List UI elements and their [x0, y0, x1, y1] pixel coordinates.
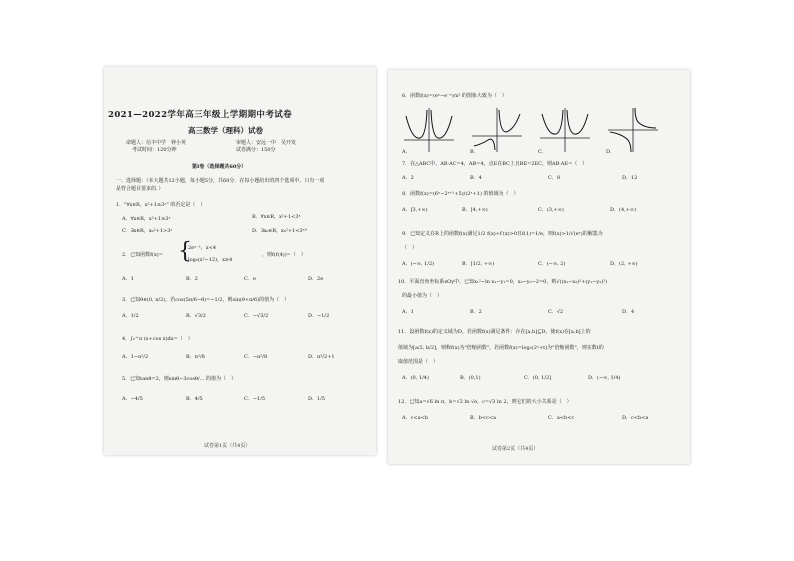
section-heading: 一、选择题：（本大题共12小题，每小题5分，共60分．在每小题给出的四个选项中，只有一项 [116, 178, 325, 184]
q10-cont: 的最小值为（ ） [402, 293, 443, 299]
q12-option-b: B．b<c<a [470, 415, 497, 421]
q3-stem: 3．已知θ∈(0, π/2)，若cos(5π/6−θ)=−1/2，则sin(θ+π/6)的值为（ ） [122, 297, 290, 303]
q1-option-b: B．∀x∈R，x²+1<3ˣ [252, 214, 301, 220]
q10-option-a: A．1 [402, 309, 414, 315]
exam-duration: 考试时间：120分钟 [132, 147, 177, 153]
q6-stem: 6．函数f(x)=(eˣ−e⁻ˣ)/x² 的图象大致为（ ） [402, 93, 507, 99]
q11-option-c: C．(0, 1/2] [524, 375, 552, 381]
q11-option-b: B．(0,1) [460, 375, 481, 381]
q4-option-c: C．−π²/8 [244, 354, 268, 360]
q12-option-c: C．a<b<c [548, 415, 575, 421]
q2-option-d: D．2e [308, 276, 324, 282]
page-footer: 试卷第1页（共4页） [204, 443, 251, 449]
exam-full-score: 试卷满分：150分 [236, 147, 276, 153]
q12-option-a: A．c<a<b [402, 415, 428, 421]
q1-stem: 1．"∀x∈R，x²+1≥3ˣ" 的否定是（ ） [116, 202, 206, 208]
q6-option-d: D． [606, 149, 616, 155]
q6-graph-a [402, 106, 456, 154]
q7-option-d: D．12 [622, 175, 638, 181]
q11-cont-2: 取值范围是（ ） [398, 359, 439, 365]
q6-option-b: B． [470, 149, 479, 155]
exam-page-1 [104, 67, 376, 455]
q6-option-c: C． [538, 149, 547, 155]
q2-option-a: A．1 [122, 276, 134, 282]
q5-option-c: C．−1/5 [244, 396, 266, 402]
q11-option-d: D．(−∞, 1/4) [588, 375, 621, 381]
q2-option-b: B．2 [186, 276, 198, 282]
q12-stem: 12．已知a=√6 ln π，b=√2 ln √e，c=√3 ln 2，则它们的大小关系是（ ） [398, 399, 572, 405]
reviewer-info: 审题人：安远一中 吴开发 [236, 140, 297, 146]
q1-option-d: D．∃x₀∈R，x₀²+1<3ˣ⁰ [252, 228, 307, 234]
q7-option-b: B．4 [470, 175, 482, 181]
part-heading: 第Ⅰ卷（选择题共60分） [192, 164, 247, 170]
page-footer: 试卷第2页（共4页） [492, 446, 539, 452]
q9-paren: （ ） [402, 245, 418, 251]
q2-brace: { [178, 239, 192, 264]
q2-stem: 2．已知函数f(x)= [122, 252, 163, 258]
q10-stem: 10．平面直角坐标系xOy中，已知x₁²−ln x₁−y₁=0，x₂−y₂−2=0，则√((x₁−x₂)²+(y₁−y₂)²) [398, 279, 608, 285]
q9-stem: 9．已知定义在R上的函数f(x)满足1/2 f(x)+f′(x)>0且f(1)=1/e，则f(x)>1/√(eˣ)的解集为 [402, 231, 603, 237]
q7-option-a: A．2 [402, 175, 414, 181]
q4-option-d: D．π²/2+1 [308, 354, 335, 360]
exam-title: 2021—2022学年高三年级上学期期中考试卷 [108, 110, 293, 120]
q12-option-d: D．c<b<a [622, 415, 649, 421]
q5-stem: 5．已知tanθ=2，则sinθ−3cosθ/... 的值为（ ） [122, 376, 236, 382]
q8-option-c: C．(3,+∞) [538, 207, 564, 213]
q6-option-a: A． [402, 149, 411, 155]
q9-option-b: B．[1/2, +∞) [462, 261, 495, 267]
q6-graph-c [538, 106, 592, 154]
q1-option-c: C．∃x∈R，x₀²+1>3ˣ [122, 228, 173, 234]
q7-option-c: C．8 [548, 175, 561, 181]
q11-option-a: A．(0, 1/4) [402, 375, 429, 381]
q11-cont: 值域为[a/2, b/2]，则称f(x)为"倍缩函数"，若函数f(x)=log₂(2ˣ+t)为"倍缩函数"，则实数t的 [398, 345, 604, 351]
q3-option-a: A．1/2 [122, 313, 139, 319]
q10-option-b: B．2 [470, 309, 482, 315]
q8-option-d: D．(4,+∞) [610, 207, 637, 213]
q9-option-d: D．(2, +∞) [610, 261, 638, 267]
q6-graph-b [470, 106, 524, 154]
q9-option-a: A．(−∞, 1/2) [402, 261, 435, 267]
q4-stem: 4．∫₀^π (x+cos x)dx=（ ） [122, 336, 193, 342]
exam-subtitle: 高三数学（理科）试卷 [188, 126, 263, 135]
q2-piece-1: 2eˣ⁻¹，x<4 [188, 245, 217, 251]
q2-ask: ，则f(f(4))=（ ） [262, 252, 306, 258]
q11-stem: 11．设函数f(x)的定义域为D，若函数f(x)满足条件：存在[a,b]⊆D，使f(x)在[a,b]上的 [398, 329, 591, 335]
q8-stem: 8．函数f(x)=(6ˣ−2ˣ⁺¹+5)/(2ˣ+1) 的值域为（ ） [402, 191, 519, 197]
q10-option-d: D．4 [622, 309, 635, 315]
q8-option-b: B．[4,+∞) [462, 207, 488, 213]
q7-stem: 7．在△ABC中，AB·AC=4，AB=4，点E在BC上且BE=2EC，则AB·AE=（ ） [402, 161, 588, 167]
q6-graph-d [606, 106, 660, 154]
q3-option-b: B．√3/2 [186, 313, 206, 319]
q5-option-a: A．−4/5 [122, 396, 143, 402]
q3-option-c: C．−√3/2 [244, 313, 269, 319]
q2-option-c: C．e [244, 276, 256, 282]
section-heading-cont: 是符合题目要求的．） [116, 186, 164, 192]
q8-option-a: A．[3,+∞) [402, 207, 428, 213]
exam-page-2 [388, 70, 690, 464]
q4-option-b: B．π²/8 [186, 354, 205, 360]
q5-option-b: B．4/5 [186, 396, 203, 402]
q3-option-d: D．−1/2 [308, 313, 330, 319]
q10-option-c: C．√2 [548, 309, 564, 315]
q1-option-a: A．∀x∈R，x²+1≥3ˣ [122, 216, 171, 222]
q5-option-d: D．1/5 [308, 396, 326, 402]
q9-option-c: C．(−∞, 2) [538, 261, 566, 267]
q2-piece-2: log₂(x²−12)，x≥4 [188, 257, 233, 263]
author-info: 命题人：信丰中学 钟小英 [126, 140, 187, 146]
q4-option-a: A．1−π²/2 [122, 354, 149, 360]
